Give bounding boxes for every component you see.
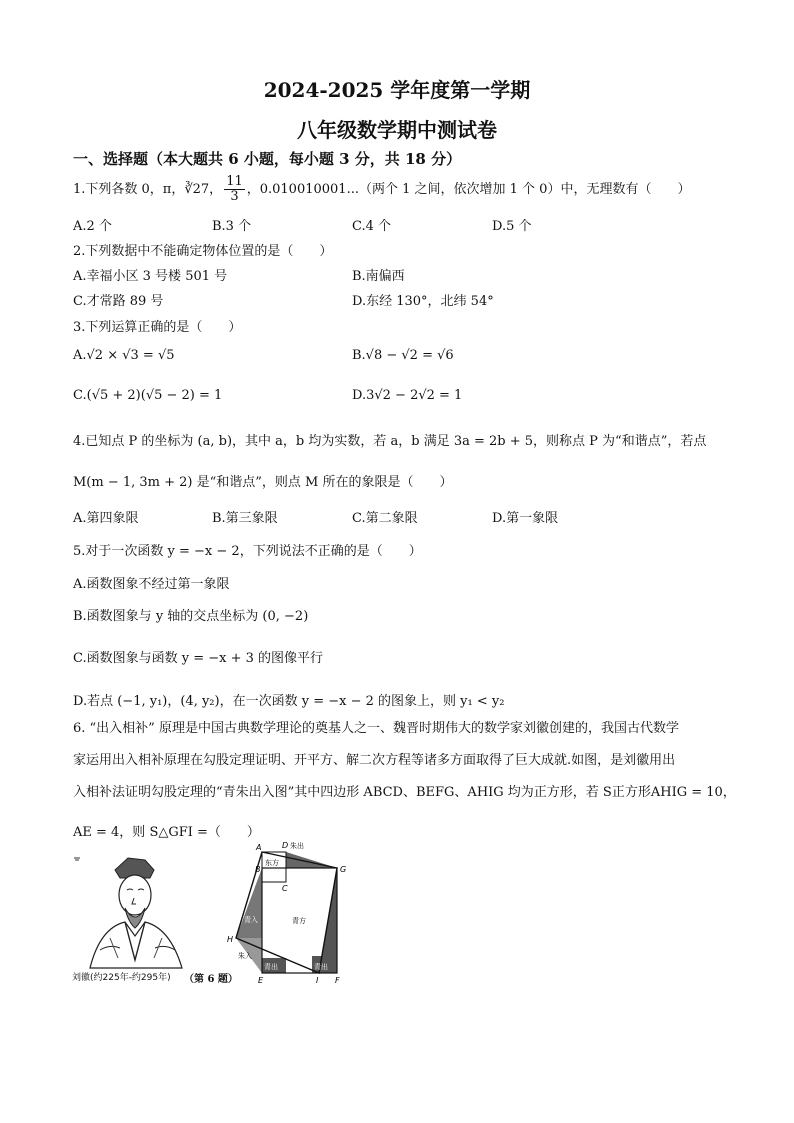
label-zhuchu: 朱出: [290, 842, 304, 850]
q4-option-b: B.第三象限: [212, 511, 278, 526]
label-e: E: [258, 976, 264, 985]
q1-option-d: D.5 个: [492, 219, 532, 234]
qingzhu-churu-diagram: [222, 838, 352, 988]
q1-option-c: C.4 个: [352, 219, 392, 234]
question-2-stem: 2.下列数据中不能确定物体位置的是（ ）: [73, 244, 333, 259]
q3-option-d: D.3√2 − 2√2 = 1: [352, 388, 463, 403]
label-c: C: [282, 884, 288, 893]
q5-option-a: A.函数图象不经过第一象限: [73, 577, 230, 592]
q5-option-c: C.函数图象与函数 y = −x + 3 的图像平行: [73, 651, 324, 666]
exam-title-main: 八年级数学期中测试卷: [297, 118, 497, 142]
q3-option-b: B.√8 − √2 = √6: [352, 348, 454, 363]
label-qingru: 青入: [244, 916, 258, 924]
question-3-stem: 3.下列运算正确的是（ ）: [73, 320, 242, 335]
label-dongfang: 东方: [265, 859, 279, 867]
q2-option-d: D.东经 130°，北纬 54°: [352, 294, 494, 309]
question-4-line-1: 4.已知点 P 的坐标为 (a, b)，其中 a，b 均为实数，若 a，b 满足 3a = 2b + 5，则称点 P 为“和谐点”，若点: [73, 434, 707, 449]
q5-option-d: D.若点 (−1, y₁)，(4, y₂)，在一次函数 y = −x − 2 的图象上，则 y₁ < y₂: [73, 694, 505, 709]
label-zhuru: 朱入: [238, 952, 252, 960]
label-f: F: [335, 976, 340, 985]
label-i: I: [316, 976, 319, 985]
question-6-line-1: 6. “出入相补” 原理是中国古典数学理论的奠基人之一、魏晋时期伟大的数学家刘徽创建的，我国古代数学: [73, 721, 679, 736]
label-g: G: [340, 865, 347, 874]
q4-option-d: D.第一象限: [492, 511, 559, 526]
q3-option-c: C.(√5 + 2)(√5 − 2) = 1: [73, 388, 223, 403]
q1-fraction-denominator: 3: [230, 189, 239, 204]
q4-option-c: C.第二象限: [352, 511, 418, 526]
q5-option-b: B.函数图象与 y 轴的交点坐标为 (0, −2): [73, 609, 309, 624]
q2-option-b: B.南偏西: [352, 269, 405, 284]
question-6-line-4: AE = 4，则 S△GFI =（ ）: [73, 825, 260, 840]
liu-hui-portrait: [70, 850, 210, 985]
q2-option-c: C.才常路 89 号: [73, 294, 164, 309]
portrait-caption: 刘徽(约225年-约295年): [72, 973, 171, 983]
label-qingchu-left: 青出: [264, 963, 278, 971]
q1-stem-part-b: ，0.010010001...（两个 1 之间，依次增加 1 个 0）中，无理数有（ ）: [246, 182, 691, 197]
label-a: A: [256, 843, 262, 852]
question-6-line-2: 家运用出入相补原理在勾股定理证明、开平方、解二次方程等诸多方面取得了巨大成就.如图，是刘徽用出: [73, 753, 676, 768]
q1-stem-part-a: 1.下列各数 0，π，∛27，: [73, 182, 223, 197]
figure-caption: （第 6 题）: [184, 974, 238, 985]
exam-title-term: 2024-2025 学年度第一学期: [263, 78, 531, 102]
region-top-right-dark: [286, 852, 337, 868]
q2-option-a: A.幸福小区 3 号楼 501 号: [73, 269, 228, 284]
diagram-svg: [222, 838, 352, 988]
label-qingchu-right: 青出: [314, 963, 328, 971]
q1-fraction: [224, 175, 245, 204]
label-d: D: [282, 841, 289, 850]
question-1-stem: [73, 175, 690, 205]
question-6-line-3: 入相补法证明勾股定理的“青朱出入图”其中四边形 ABCD、BEFG、AHIG 均为正方形，若 S正方形AHIG = 10，: [73, 785, 736, 800]
q3-option-a: A.√2 × √3 = √5: [73, 348, 175, 363]
question-4-line-2: M(m − 1, 3m + 2) 是“和谐点”，则点 M 所在的象限是（ ）: [73, 475, 453, 490]
q1-fraction-numerator: 11: [226, 174, 243, 189]
question-5-stem: 5.对于一次函数 y = −x − 2，下列说法不正确的是（ ）: [73, 544, 422, 559]
portrait-drawing: [70, 850, 210, 985]
label-b: B: [255, 865, 261, 874]
q1-option-a: A.2 个: [73, 219, 112, 234]
section-heading: 一、选择题（本大题共 6 小题，每小题 3 分，共 18 分）: [73, 150, 462, 168]
label-h: H: [227, 935, 234, 944]
label-qingfang: 青方: [292, 917, 306, 925]
q4-option-a: A.第四象限: [73, 511, 139, 526]
q1-option-b: B.3 个: [212, 219, 252, 234]
